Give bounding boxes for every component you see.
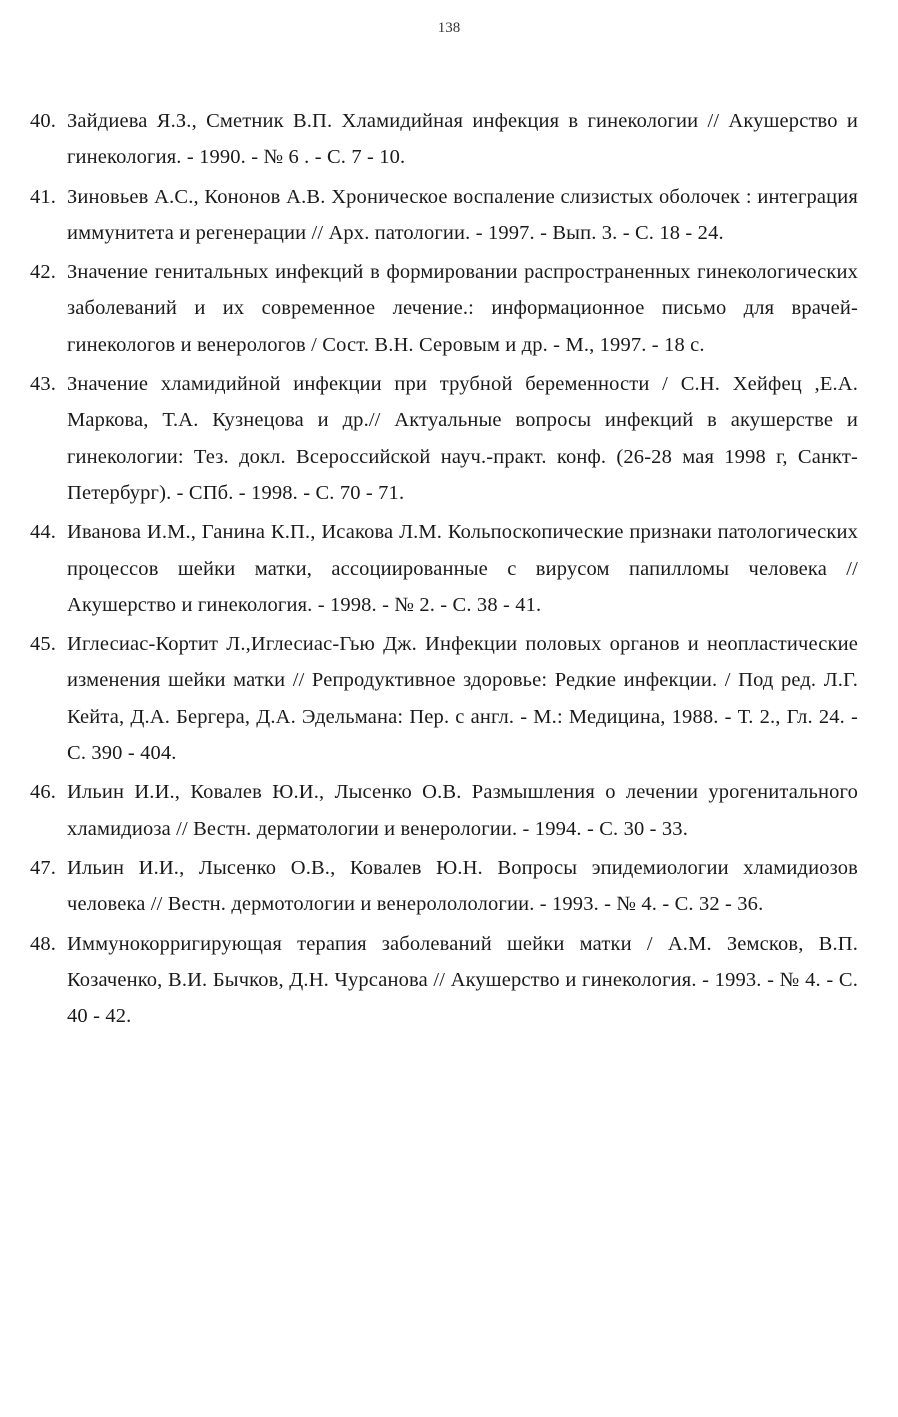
reference-number: 41. xyxy=(30,185,57,208)
reference-item xyxy=(30,514,858,623)
reference-number: 40. xyxy=(30,110,57,132)
reference-text: Зайдиева Я.З., Сметник В.П. Хламидийная инфекция в гинекологии // Акушерство и гинекология. - 1990. - № 6 . - С. 7 - 10. xyxy=(67,110,858,169)
reference-number: 43. xyxy=(30,373,57,396)
reference-number: 44. xyxy=(30,521,57,544)
reference-text: Иммунокорригирующая терапия заболеваний шейки матки / А.М. Земсков, В.П. Козаченко, В.И. Бычков, Д.Н. Чурсанова // Акушерство и гинекология. - 1993. - № 4. - С. 40 - 42. xyxy=(67,932,858,1028)
reference-item xyxy=(30,774,858,847)
reference-item xyxy=(30,179,858,252)
reference-text: Иванова И.М., Ганина К.П., Исакова Л.М. Кольпоскопические признаки патологических процессов шейки матки, ассоциированные с вирусом папилломы человека // Акушерство и гинекология. - 1998. - № 2. - С. 38 - 41. xyxy=(67,521,858,616)
reference-item xyxy=(30,366,858,511)
reference-number: 48. xyxy=(30,932,57,955)
reference-text: Зиновьев А.С., Кононов А.В. Хроническое воспаление слизистых оболочек : интеграция иммунитета и регенерации // Арх. патологии. - 1997. - Вып. 3. - С. 18 - 24. xyxy=(67,185,858,244)
reference-text: Ильин И.И., Лысенко О.В., Ковалев Ю.Н. Вопросы эпидемиологии хламидиозов человека // Вестн. дермотологии и венерололологии. - 1993. - № 4. - С. 32 - 36. xyxy=(67,856,858,916)
reference-number: 45. xyxy=(30,633,57,656)
page-number: 138 xyxy=(437,20,461,36)
reference-text: Иглесиас-Кортит Л.,Иглесиас-Гью Дж. Инфекции половых органов и неопластические изменения шейки матки // Репродуктивное здоровье: Редкие инфекции. / Под ред. Л.Г. Кейта, Д.А. Бергера, Д.А. Эдельмана: Пер. с англ. - М.: Медицина, 1988. - Т. 2., Гл. 24. - С. 390 - 404. xyxy=(67,633,858,765)
reference-item xyxy=(30,926,858,1035)
reference-number: 42. xyxy=(30,261,57,284)
reference-text: Ильин И.И., Ковалев Ю.И., Лысенко О.В. Размышления о лечении урогенитального хламидиоза // Вестн. дерматологии и венерологии. - 1994. - С. 30 - 33. xyxy=(67,781,858,840)
reference-list xyxy=(30,103,858,1037)
reference-number: 46. xyxy=(30,781,57,804)
reference-item xyxy=(30,103,858,176)
reference-item xyxy=(30,254,858,363)
reference-text: Значение хламидийной инфекции при трубной беременности / С.Н. Хейфец ,Е.А. Маркова, Т.А. Кузнецова и др.// Актуальные вопросы инфекций в акушерстве и гинекологии: Тез. докл. Всероссийской науч.-практ. конф. (26-28 мая 1998 г, Санкт-Петербург). - СПб. - 1998. - С. 70 - 71. xyxy=(67,373,858,504)
reference-text: Значение генитальных инфекций в формировании распространенных гинекологических заболеваний и их современное лечение.: информационное письмо для врачей-гинекологов и венерологов / Сост. В.Н. Серовым и др. - М., 1997. - 18 с. xyxy=(67,261,858,356)
reference-item xyxy=(30,850,858,923)
reference-number: 47. xyxy=(30,856,57,879)
reference-item xyxy=(30,626,858,771)
